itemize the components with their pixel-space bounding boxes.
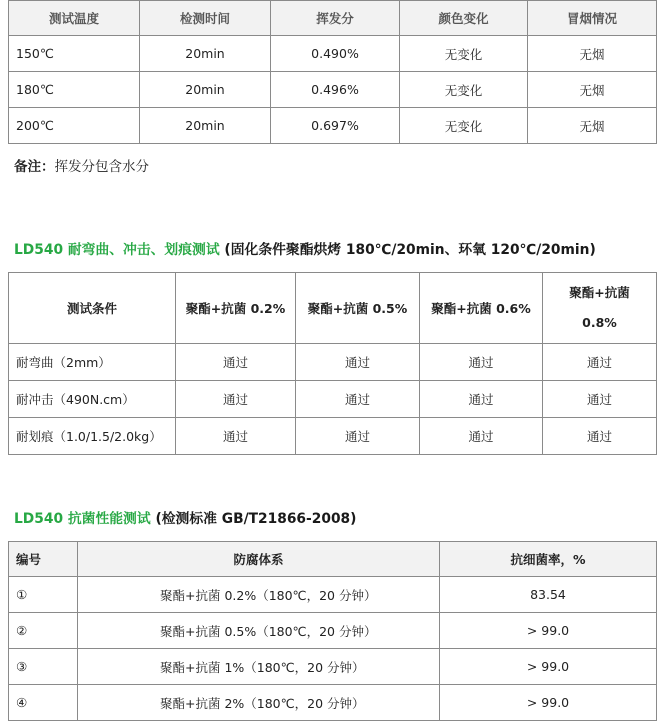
table-cell: 通过 xyxy=(176,381,296,418)
table-cell: 150℃ xyxy=(9,36,140,72)
header-antibacterial-0-2: 聚酯+抗菌 0.2% xyxy=(176,273,296,344)
table-row xyxy=(9,344,657,381)
table-cell: 通过 xyxy=(420,418,543,455)
header-antibacterial-0-8 xyxy=(543,273,657,344)
mechanical-test-table xyxy=(8,272,657,455)
table-cell: 通过 xyxy=(176,344,296,381)
table-cell: 聚酯+抗菌 1%（180℃，20 分钟） xyxy=(78,649,440,685)
table-cell: 耐划痕（1.0/1.5/2.0kg） xyxy=(9,418,176,455)
heading-green-title: LD540 抗菌性能测试 xyxy=(14,511,151,527)
header-antibacterial-0-5: 聚酯+抗菌 0.5% xyxy=(296,273,420,344)
table-cell: 通过 xyxy=(296,418,420,455)
table-cell: 通过 xyxy=(296,344,420,381)
heading-green-title: LD540 耐弯曲、冲击、划痕测试 xyxy=(14,242,220,258)
table-cell: 无烟 xyxy=(528,108,657,144)
table-cell: 20min xyxy=(140,108,271,144)
section-heading-antibacterial xyxy=(14,507,356,527)
table-cell: 耐冲击（490N.cm） xyxy=(9,381,176,418)
table-header-row xyxy=(9,1,657,36)
table-cell: 通过 xyxy=(420,381,543,418)
table-cell: 通过 xyxy=(543,344,657,381)
header-antibacterial-0-8-line2: 0.8% xyxy=(582,315,617,330)
header-antibacterial-rate: 抗细菌率，% xyxy=(440,542,657,577)
header-number: 编号 xyxy=(9,542,78,577)
table-row xyxy=(9,577,657,613)
table-cell: 无变化 xyxy=(400,108,528,144)
table-row xyxy=(9,36,657,72)
table-cell: ③ xyxy=(9,649,78,685)
table-cell: > 99.0 xyxy=(440,649,657,685)
heading-subtitle: (固化条件聚酯烘烤 180℃/20min、环氧 120℃/20min) xyxy=(219,242,596,258)
table-row xyxy=(9,108,657,144)
table-cell: 通过 xyxy=(543,381,657,418)
table-cell: 聚酯+抗菌 0.5%（180℃，20 分钟） xyxy=(78,613,440,649)
table-cell: ② xyxy=(9,613,78,649)
note-text: 挥发分包含水分 xyxy=(54,159,149,175)
table-header-row xyxy=(9,273,657,344)
table-cell: ① xyxy=(9,577,78,613)
table-cell: 无烟 xyxy=(528,72,657,108)
table-header-row xyxy=(9,542,657,577)
table-cell: 200℃ xyxy=(9,108,140,144)
table-cell: 通过 xyxy=(176,418,296,455)
volatile-test-table xyxy=(8,0,657,144)
header-smoke: 冒烟情况 xyxy=(528,1,657,36)
table-cell: 0.490% xyxy=(271,36,400,72)
table-cell: 聚酯+抗菌 2%（180℃，20 分钟） xyxy=(78,685,440,721)
table-cell: 20min xyxy=(140,36,271,72)
table-row xyxy=(9,649,657,685)
heading-subtitle: (检测标准 GB/T21866-2008) xyxy=(150,511,357,527)
table-cell: 0.697% xyxy=(271,108,400,144)
table-cell: 20min xyxy=(140,72,271,108)
table-cell: 通过 xyxy=(543,418,657,455)
table-cell: 无变化 xyxy=(400,36,528,72)
note-label: 备注： xyxy=(14,159,55,175)
table-cell: 耐弯曲（2mm） xyxy=(9,344,176,381)
header-test-condition: 测试条件 xyxy=(9,273,176,344)
table-row xyxy=(9,613,657,649)
header-preservative-system: 防腐体系 xyxy=(78,542,440,577)
note xyxy=(14,155,149,175)
table-cell: ④ xyxy=(9,685,78,721)
table-cell: 0.496% xyxy=(271,72,400,108)
table-cell: 无烟 xyxy=(528,36,657,72)
table-row xyxy=(9,685,657,721)
antibacterial-test-table xyxy=(8,541,657,721)
table-cell: 通过 xyxy=(296,381,420,418)
table-cell: 83.54 xyxy=(440,577,657,613)
table-row xyxy=(9,381,657,418)
table-row xyxy=(9,418,657,455)
table-cell: > 99.0 xyxy=(440,613,657,649)
table-cell: 通过 xyxy=(420,344,543,381)
table-cell: 聚酯+抗菌 0.2%（180℃，20 分钟） xyxy=(78,577,440,613)
table-row xyxy=(9,72,657,108)
header-antibacterial-0-8-line1: 聚酯+抗菌 xyxy=(569,285,630,300)
header-color-change: 颜色变化 xyxy=(400,1,528,36)
header-test-time: 检测时间 xyxy=(140,1,271,36)
table-cell: > 99.0 xyxy=(440,685,657,721)
section-heading-bend-impact-scratch xyxy=(14,238,596,258)
header-volatile: 挥发分 xyxy=(271,1,400,36)
header-test-temperature: 测试温度 xyxy=(9,1,140,36)
table-cell: 180℃ xyxy=(9,72,140,108)
table-cell: 无变化 xyxy=(400,72,528,108)
header-antibacterial-0-6: 聚酯+抗菌 0.6% xyxy=(420,273,543,344)
